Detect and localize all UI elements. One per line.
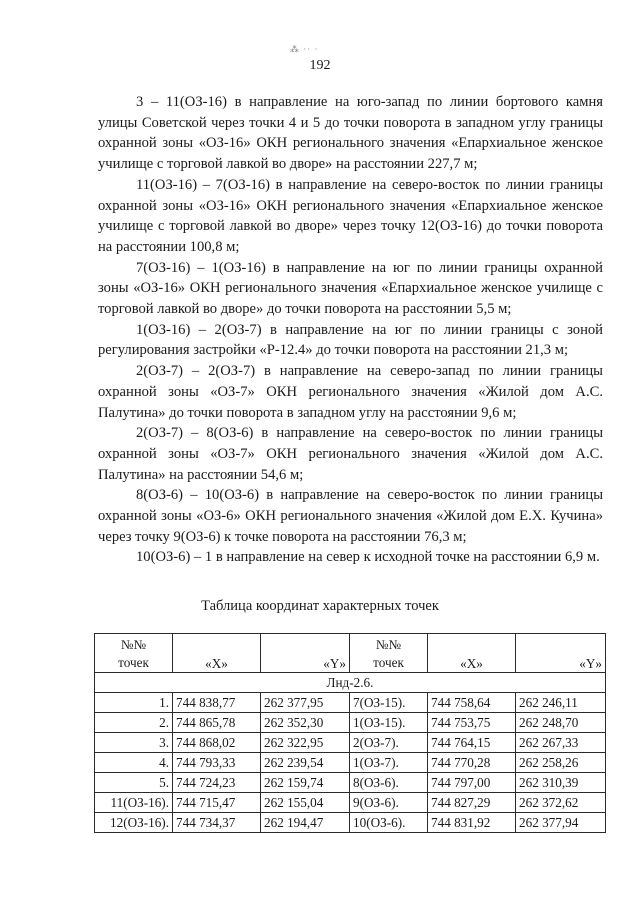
header-point-no-line1: №№ (120, 637, 147, 652)
coord-x: 744 865,78 (173, 713, 261, 733)
header-x: «X» (173, 634, 261, 673)
coord-y: 262 352,30 (261, 713, 350, 733)
page-number: 192 (309, 58, 331, 73)
table-section-row (95, 673, 606, 693)
coord-y: 262 258,26 (516, 753, 606, 773)
coord-y: 262 155,04 (261, 793, 350, 813)
point-id: 10(ОЗ-6). (350, 813, 428, 833)
point-id: 8(ОЗ-6). (350, 773, 428, 793)
point-id: 4. (95, 753, 173, 773)
paragraph: 10(ОЗ-6) – 1 в направление на север к исходной точке на расстоянии 6,9 м. (136, 549, 600, 566)
coord-x: 744 827,29 (428, 793, 516, 813)
point-id: 5. (95, 773, 173, 793)
coord-x: 744 797,00 (428, 773, 516, 793)
paragraph: 7(ОЗ-16) – 1(ОЗ-16) в направление на юг по линии границы охранной зоны «ОЗ-16» ОКН регионального значения «Епархиальное женское училище с торговой лавкой во дворе» до точки поворота на расстоянии 5,5 м; (98, 259, 603, 318)
coord-y: 262 248,70 (516, 713, 606, 733)
point-id: 1(ОЗ-15). (350, 713, 428, 733)
table-row (95, 793, 606, 813)
section-label: Лнд-2.6. (95, 673, 606, 693)
paragraph: 8(ОЗ-6) – 10(ОЗ-6) в направление на северо-восток по линии границы охранной зоны «ОЗ-6» ОКН регионального значения «Жилой дом Е.Х. Кучина» через точку 9(ОЗ-6) к точке поворота на расстоянии 76,3 м; (98, 487, 603, 545)
coord-y: 262 246,11 (516, 693, 606, 713)
coord-x: 744 793,33 (173, 753, 261, 773)
coord-y: 262 267,33 (516, 733, 606, 753)
coord-y: 262 159,74 (261, 773, 350, 793)
header-x: «X» (428, 634, 516, 673)
table-row (95, 773, 606, 793)
paragraph: 2(ОЗ-7) – 8(ОЗ-6) в направление на северо-восток по линии границы охранной зоны «ОЗ-7» ОКН регионального значения «Жилой дом А.С. Палутина» на расстоянии 54,6 м; (98, 425, 603, 483)
coord-y: 262 310,39 (516, 773, 606, 793)
point-id: 9(ОЗ-6). (350, 793, 428, 813)
table-row (95, 713, 606, 733)
coord-x: 744 831,92 (428, 813, 516, 833)
table-row (95, 813, 606, 833)
table-caption: Таблица координат характерных точек (201, 598, 439, 614)
header-y: «Y» (516, 634, 606, 673)
table-row (95, 753, 606, 773)
coord-x: 744 715,47 (173, 793, 261, 813)
scan-artifact-mark: ⁂ ·· · (290, 44, 319, 54)
header-point-no (95, 634, 173, 673)
coord-x: 744 753,75 (428, 713, 516, 733)
header-point-no-line2: точек (373, 655, 404, 670)
table-header-row (95, 634, 606, 673)
point-id: 2(ОЗ-7). (350, 733, 428, 753)
coord-x: 744 764,15 (428, 733, 516, 753)
coord-x: 744 868,02 (173, 733, 261, 753)
coord-y: 262 377,95 (261, 693, 350, 713)
table-row (95, 733, 606, 753)
coord-y: 262 377,94 (516, 813, 606, 833)
point-id: 11(ОЗ-16). (95, 793, 173, 813)
table-row (95, 693, 606, 713)
coord-x: 744 838,77 (173, 693, 261, 713)
coord-x: 744 724,23 (173, 773, 261, 793)
point-id: 12(ОЗ-16). (95, 813, 173, 833)
paragraph: 1(ОЗ-16) – 2(ОЗ-7) в направление на юг по линии границы с зоной регулирования застройки «Р-12.4» до точки поворота на расстоянии 21,3 м; (98, 321, 603, 359)
header-y: «Y» (261, 634, 350, 673)
header-point-no (350, 634, 428, 673)
point-id: 1(ОЗ-7). (350, 753, 428, 773)
point-id: 7(ОЗ-15). (350, 693, 428, 713)
coord-y: 262 194,47 (261, 813, 350, 833)
coord-y: 262 239,54 (261, 753, 350, 773)
route-description (98, 92, 603, 568)
point-id: 1. (95, 693, 173, 713)
coord-x: 744 734,37 (173, 813, 261, 833)
header-point-no-line2: точек (118, 655, 149, 670)
paragraph: 3 – 11(ОЗ-16) в направление на юго-запад по линии бортового камня улицы Советской через точки 4 и 5 до точки поворота в западном углу границы охранной зоны «ОЗ-16» ОКН регионального значения «Епархиальное женское училище с торговой лавкой во дворе» на расстоянии 227,7 м; (98, 94, 603, 173)
coord-x: 744 758,64 (428, 693, 516, 713)
coordinates-table (94, 633, 606, 833)
header-point-no-line1: №№ (375, 637, 402, 652)
point-id: 3. (95, 733, 173, 753)
paragraph: 2(ОЗ-7) – 2(ОЗ-7) в направление на северо-запад по линии границы охранной зоны «ОЗ-7» ОКН регионального значения «Жилой дом А.С. Палутина» до точки поворота в западном углу на расстоянии 9,6 м; (98, 363, 603, 421)
point-id: 2. (95, 713, 173, 733)
coord-x: 744 770,28 (428, 753, 516, 773)
coord-y: 262 372,62 (516, 793, 606, 813)
paragraph: 11(ОЗ-16) – 7(ОЗ-16) в направление на северо-восток по линии границы охранной зоны «ОЗ-16» ОКН регионального значения «Епархиальное женское училище с торговой лавкой во дворе» через точку 12(ОЗ-16) до точки поворота на расстоянии 100,8 м; (98, 176, 603, 255)
coord-y: 262 322,95 (261, 733, 350, 753)
